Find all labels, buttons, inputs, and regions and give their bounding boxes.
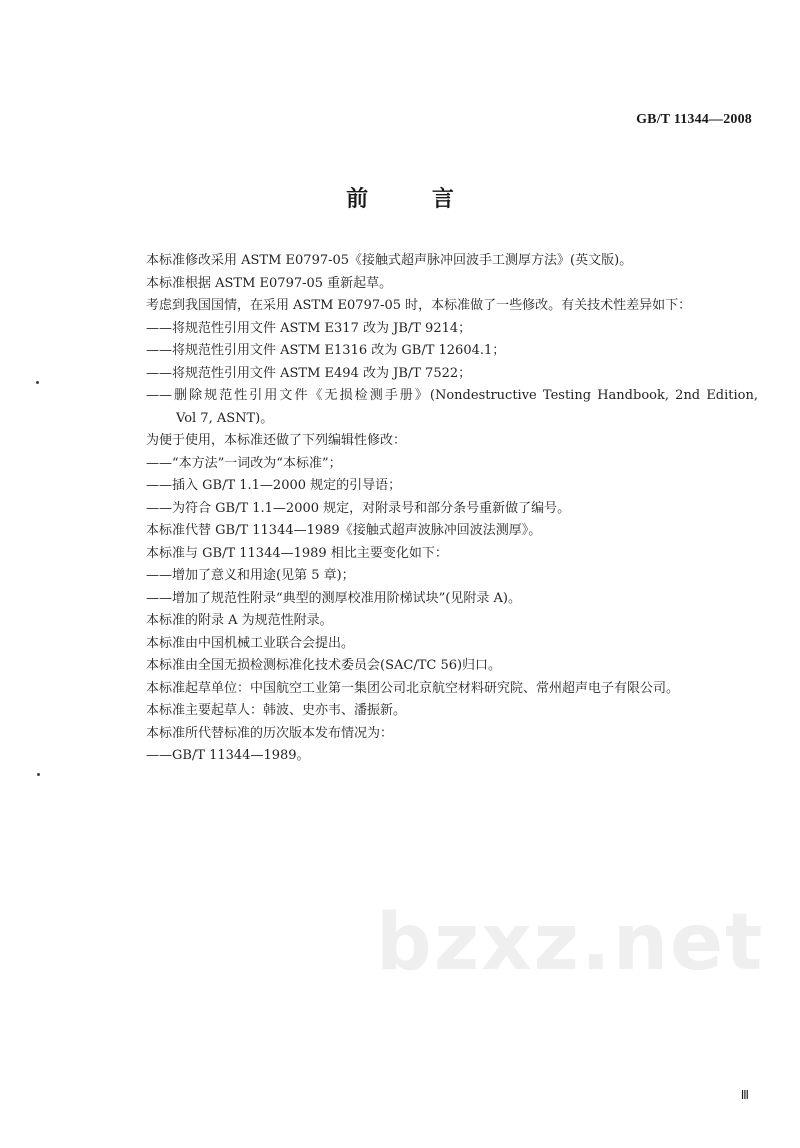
- list-item: ——增加了规范性附录“典型的测厚校准用阶梯试块”(见附录 A)。: [146, 590, 521, 606]
- list-item: ——插入 GB/T 1.1—2000 规定的引导语；: [146, 478, 402, 493]
- page-title: 前 言: [346, 187, 482, 212]
- page-number: Ⅲ: [740, 1088, 748, 1102]
- list-item-continuation: Vol 7, ASNT)。: [176, 410, 274, 426]
- list-item: ——将规范性引用文件 ASTM E1316 改为 GB/T 12604.1；: [146, 343, 506, 358]
- scan-speck: [37, 773, 40, 776]
- paragraph: 本标准修改采用 ASTM E0797-05《接触式超声脉冲回波手工测厚方法》(英文版)。: [146, 253, 633, 268]
- foreword-body: [146, 250, 758, 768]
- paragraph: 本标准与 GB/T 11344—1989 相比主要变化如下：: [146, 545, 448, 561]
- paragraph: 本标准根据 ASTM E0797-05 重新起草。: [146, 275, 393, 291]
- list-item: ——为符合 GB/T 1.1—2000 规定，对附录号和部分条号重新做了编号。: [146, 500, 571, 516]
- list-item: ——删除规范性引用文件《无损检测手册》(Nondestructive Testing Handbook, 2nd Edition,: [146, 388, 758, 403]
- paragraph: 本标准主要起草人：韩波、史亦韦、潘振新。: [146, 703, 407, 718]
- list-item: ——“本方法”一词改为“本标准”；: [146, 455, 342, 471]
- paragraph: 本标准代替 GB/T 11344—1989《接触式超声波脉冲回波法测厚》。: [146, 523, 542, 538]
- paragraph: 本标准所代替标准的历次版本发布情况为：: [146, 725, 394, 741]
- paragraph: 本标准起草单位：中国航空工业第一集团公司北京航空材料研究院、常州超声电子有限公司。: [146, 680, 680, 696]
- list-item: ——将规范性引用文件 ASTM E494 改为 JB/T 7522；: [146, 365, 472, 381]
- standard-code: GB/T 11344—2008: [636, 112, 752, 127]
- paragraph: 本标准由全国无损检测标准化技术委员会(SAC/TC 56)归口。: [146, 658, 502, 673]
- watermark: bzxz.net: [376, 898, 765, 988]
- scan-speck: [36, 381, 39, 384]
- list-item: ——GB/T 11344—1989。: [146, 748, 310, 763]
- paragraph: 考虑到我国国情，在采用 ASTM E0797-05 时，本标准做了一些修改。有关技术性差异如下：: [146, 298, 692, 313]
- list-item: ——增加了意义和用途(见第 5 章)；: [146, 568, 355, 583]
- paragraph: 本标准的附录 A 为规范性附录。: [146, 613, 333, 628]
- paragraph: 为便于使用，本标准还做了下列编辑性修改：: [146, 433, 407, 448]
- list-item: ——将规范性引用文件 ASTM E317 改为 JB/T 9214；: [146, 320, 472, 336]
- paragraph: 本标准由中国机械工业联合会提出。: [146, 635, 355, 651]
